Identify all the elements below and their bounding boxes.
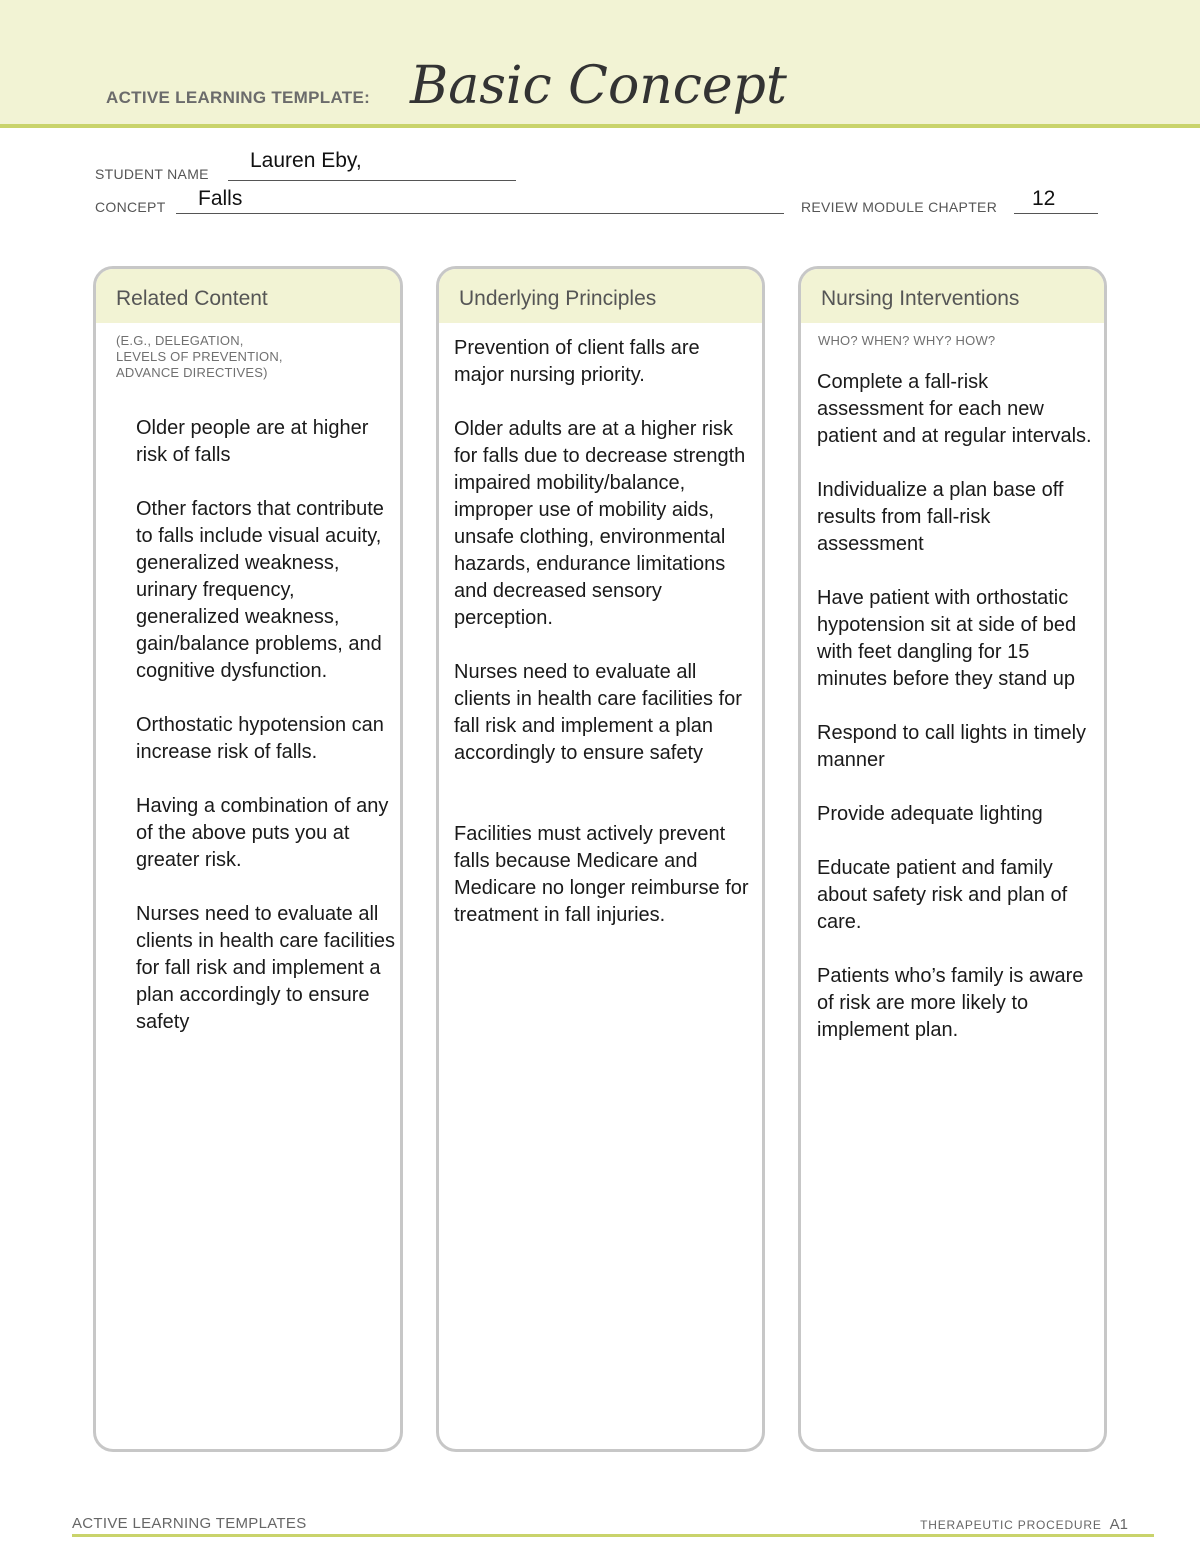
- nursing-interventions-panel: [798, 266, 1107, 1452]
- paragraph: Patients who’s family is aware of risk are more likely to implement plan.: [817, 965, 1084, 1041]
- paragraph: Provide adequate lighting: [817, 803, 1043, 825]
- related-content-header: [96, 269, 400, 323]
- footer-section: THERAPEUTIC PROCEDURE: [920, 1518, 1102, 1532]
- paragraph: Other factors that contribute to falls include visual acuity, generalized weakness, urinary frequency, generalized weakness, gain/balance problems, and cognitive dysfunction.: [136, 498, 384, 682]
- paragraph: Having a combination of any of the above puts you at greater risk.: [136, 795, 389, 871]
- student-name-label: STUDENT NAME: [95, 166, 209, 182]
- student-name-value[interactable]: Lauren Eby,: [250, 149, 362, 172]
- underlying-principles-panel: [436, 266, 765, 1452]
- review-module-line: [1014, 213, 1098, 214]
- student-name-line: [228, 180, 516, 181]
- concept-value[interactable]: Falls: [198, 187, 243, 210]
- paragraph: Older adults are at a higher risk for falls due to decrease strength impaired mobility/balance, improper use of mobility aids, unsafe clothing, environmental hazards, endurance limitations and decreased sensory perception.: [454, 418, 746, 629]
- paragraph: Facilities must actively prevent falls because Medicare and Medicare no longer reimburse for treatment in fall injuries.: [454, 823, 749, 926]
- template-title: Basic Concept: [410, 56, 787, 116]
- subtitle-line: (E.G., DELEGATION,: [116, 333, 244, 348]
- paragraph: Prevention of client falls are major nursing priority.: [454, 337, 700, 386]
- related-content-title: Related Content: [116, 287, 268, 310]
- related-content-subtitle: [96, 323, 400, 381]
- nursing-interventions-body[interactable]: [801, 349, 1104, 1044]
- related-content-panel: [93, 266, 403, 1452]
- paragraph: Nurses need to evaluate all clients in health care facilities for fall risk and implement a plan accordingly to ensure safety: [136, 903, 396, 1033]
- paragraph: Have patient with orthostatic hypotension sit at side of bed with feet dangling for 15 minutes before they stand up: [817, 587, 1077, 690]
- footer-left: ACTIVE LEARNING TEMPLATES: [72, 1515, 307, 1532]
- nursing-interventions-subtitle: WHO? WHEN? WHY? HOW?: [818, 333, 996, 348]
- concept-label: CONCEPT: [95, 199, 166, 215]
- review-module-value[interactable]: 12: [1032, 187, 1056, 210]
- underlying-principles-body[interactable]: [439, 323, 762, 929]
- nursing-interventions-title: Nursing Interventions: [821, 287, 1020, 310]
- review-module-label: REVIEW MODULE CHAPTER: [801, 199, 998, 215]
- underlying-principles-title: Underlying Principles: [459, 287, 657, 310]
- underlying-principles-header: [439, 269, 762, 323]
- paragraph: Nurses need to evaluate all clients in health care facilities for fall risk and implement a plan accordingly to ensure safety: [454, 661, 742, 764]
- related-content-body[interactable]: [96, 381, 400, 1036]
- concept-line: [176, 213, 784, 214]
- subtitle-line: LEVELS OF PREVENTION,: [116, 349, 283, 364]
- paragraph: Older people are at higher risk of falls: [136, 417, 369, 466]
- paragraph: Orthostatic hypotension can increase risk of falls.: [136, 714, 384, 763]
- footer-rule: [72, 1534, 1154, 1537]
- subtitle-line: ADVANCE DIRECTIVES): [116, 365, 268, 380]
- paragraph: Respond to call lights in timely manner: [817, 722, 1087, 771]
- nursing-interventions-header: [801, 269, 1104, 323]
- template-label: ACTIVE LEARNING TEMPLATE:: [106, 88, 371, 107]
- paragraph: Complete a fall-risk assessment for each new patient and at regular intervals.: [817, 371, 1092, 447]
- footer-right: [920, 1516, 1128, 1533]
- paragraph: Individualize a plan base off results from fall-risk assessment: [817, 479, 1064, 555]
- header-rule: [0, 124, 1200, 128]
- footer-code: A1: [1109, 1516, 1128, 1533]
- paragraph: Educate patient and family about safety risk and plan of care.: [817, 857, 1068, 933]
